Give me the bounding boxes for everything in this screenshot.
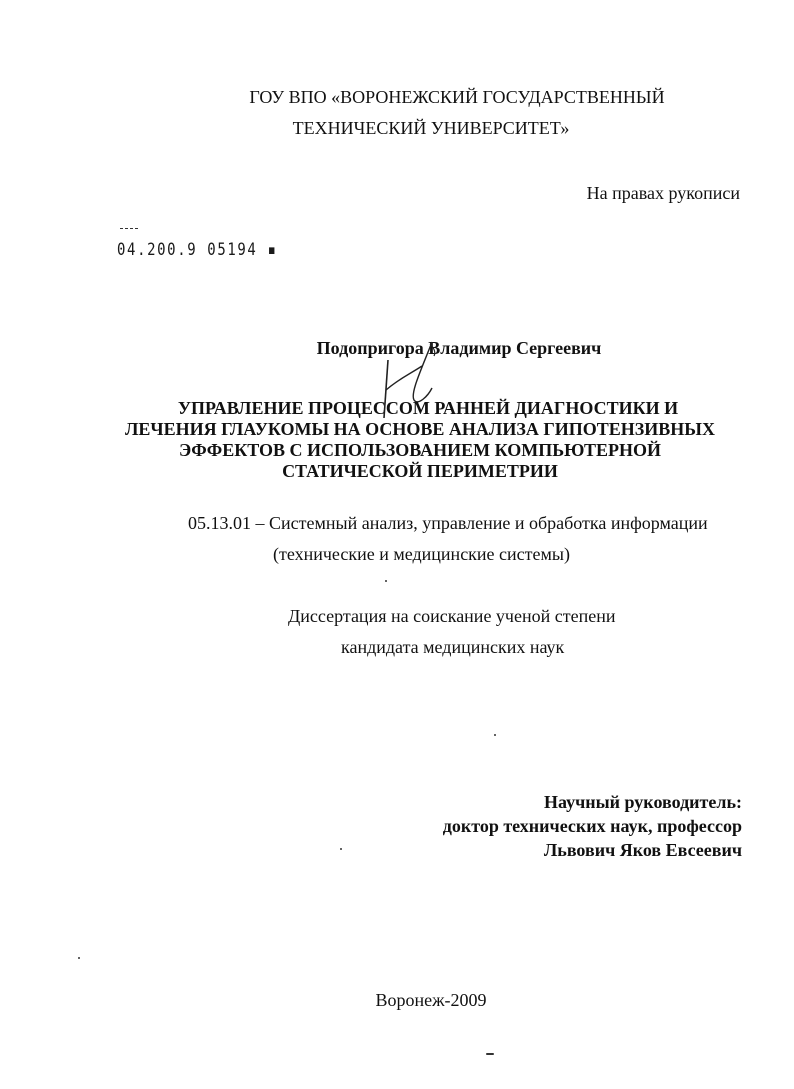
city-year: Воронеж-2009 [375,990,487,1010]
archive-stamp: 04.200.9 05194 ▪ [117,240,278,260]
rights-notice: На правах рукописи [586,183,740,203]
institution-line-1: ГОУ ВПО «ВОРОНЕЖСКИЙ ГОСУДАРСТВЕННЫЙ [249,87,665,107]
supervisor-label: Научный руководитель: [544,792,742,812]
scan-speck [494,734,496,736]
stamp-mark [120,228,138,230]
specialty-code: 05.13.01 – Системный анализ, управление и обработка информации [188,513,708,533]
supervisor-credentials: доктор технических наук, профессор [442,816,742,836]
degree-line-1: Диссертация на соискание ученой степени [288,606,616,626]
supervisor-name: Львович Яков Евсеевич [543,840,742,860]
title-line-4: СТАТИЧЕСКОЙ ПЕРИМЕТРИИ [282,461,558,481]
author-name: Подопригора Владимир Сергеевич [316,338,602,358]
scan-speck [78,957,80,959]
scan-speck [385,580,387,582]
dissertation-title [100,398,740,482]
title-line-3: ЭФФЕКТОВ С ИСПОЛЬЗОВАНИЕМ КОМПЬЮТЕРНОЙ [179,440,661,460]
institution-line-2: ТЕХНИЧЕСКИЙ УНИВЕРСИТЕТ» [292,118,570,138]
degree-line-2: кандидата медицинских наук [341,637,565,657]
supervisor-block [443,790,742,862]
title-line-2: ЛЕЧЕНИЯ ГЛАУКОМЫ НА ОСНОВЕ АНАЛИЗА ГИПОТЕНЗИВНЫХ [125,419,715,439]
scan-speck [340,848,342,850]
scan-speck [486,1053,494,1055]
specialty-subtitle: (технические и медицинские системы) [273,544,570,564]
title-line-1: УПРАВЛЕНИЕ ПРОЦЕССОМ РАННЕЙ ДИАГНОСТИКИ И [177,398,679,418]
